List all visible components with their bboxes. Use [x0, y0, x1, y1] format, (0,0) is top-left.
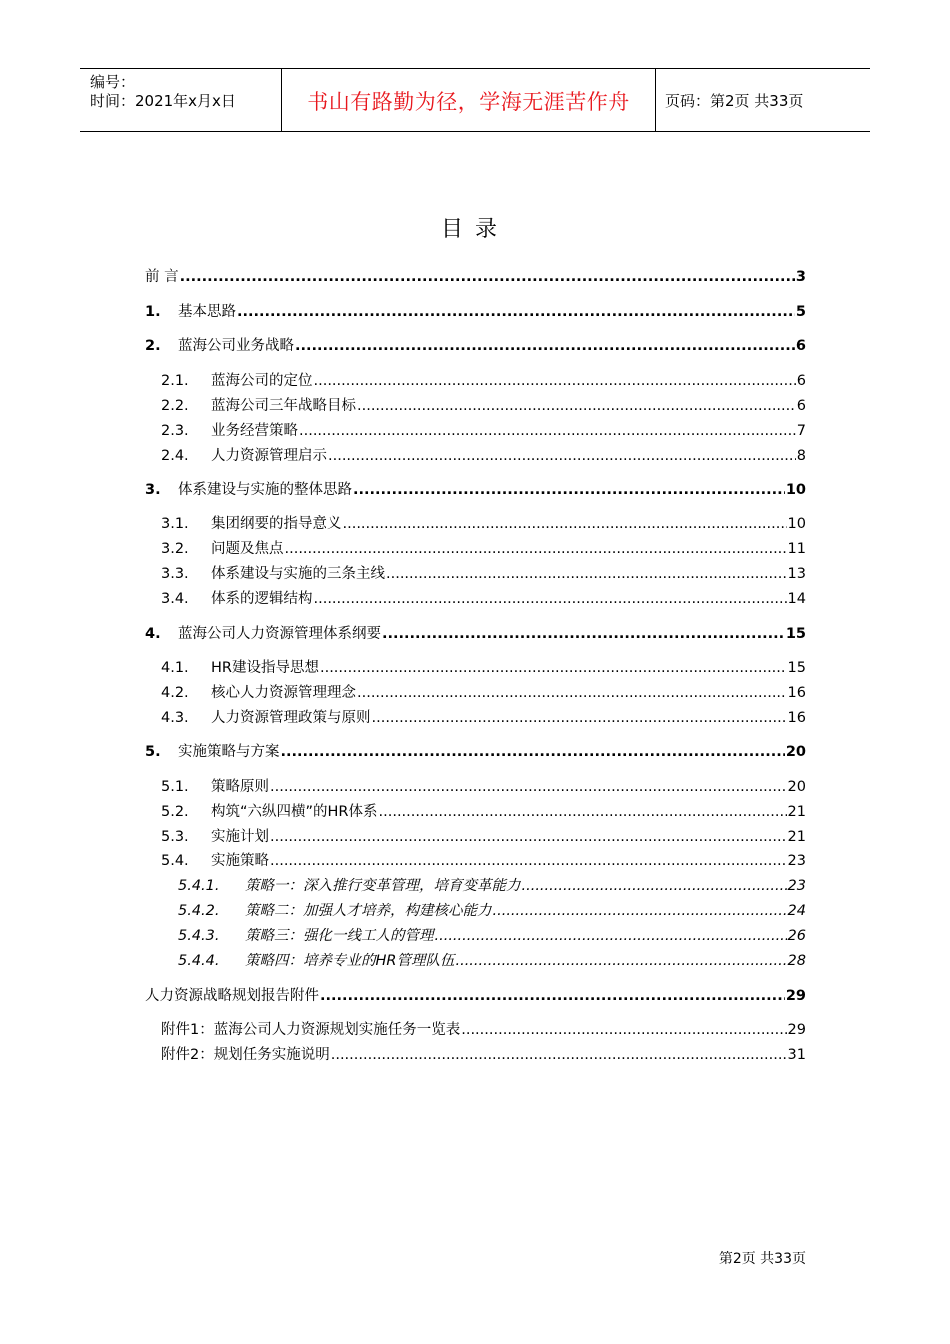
motto: 书山有路勤为径，学海无涯苦作舟 — [307, 90, 630, 114]
toc-entry[interactable] — [145, 394, 806, 415]
toc-leader-dots — [461, 1022, 786, 1038]
toc-entry-text: 附件2：规划任务实施说明 — [161, 1047, 330, 1063]
toc-entry-number: 3.3. — [161, 566, 189, 582]
toc-entry-number: 5. — [145, 744, 161, 760]
toc-entry[interactable] — [145, 419, 806, 440]
toc-entry[interactable] — [145, 562, 806, 583]
toc-entry-text: 人力资源战略规划报告附件 — [145, 988, 319, 1004]
toc-page-number: 3 — [795, 269, 806, 285]
toc-leader-dots — [285, 541, 787, 557]
toc-entry-text: 构筑“六纵四横”的HR体系 — [211, 804, 378, 820]
toc-page-number: 26 — [787, 928, 806, 944]
toc-entry-text: 人力资源管理政策与原则 — [211, 710, 371, 726]
toc-entry-text: 体系建设与实施的整体思路 — [178, 482, 352, 498]
toc-entry-text: 问题及焦点 — [211, 541, 284, 557]
toc-entry-text: 业务经营策略 — [211, 423, 298, 439]
toc-entry-number: 5.4.2. — [178, 903, 220, 919]
header-motto-cell — [281, 69, 656, 131]
toc-entry[interactable] — [145, 512, 806, 533]
toc-page-number: 5 — [795, 304, 806, 320]
page-title: 目录 — [440, 217, 509, 242]
toc-entry[interactable] — [145, 656, 806, 677]
toc-leader-dots — [314, 591, 787, 607]
toc-entry-text: 实施策略 — [211, 853, 269, 869]
toc-page-number: 29 — [785, 988, 806, 1004]
toc-leader-dots — [320, 988, 785, 1004]
toc-entry-text: 策略一：深入推行变革管理，培育变革能力 — [245, 878, 521, 894]
toc-entry-text: 附件1：蓝海公司人力资源规划实施任务一览表 — [161, 1022, 461, 1038]
toc-entry-number: 5.3. — [161, 829, 189, 845]
toc-entry-text: 蓝海公司三年战略目标 — [211, 398, 356, 414]
toc-entry[interactable] — [145, 587, 806, 608]
toc-leader-dots — [435, 928, 787, 944]
toc-entry-text: 蓝海公司业务战略 — [178, 338, 294, 354]
page-header — [80, 68, 870, 132]
toc-page-number: 20 — [787, 779, 806, 795]
toc-entry[interactable] — [145, 537, 806, 558]
toc-leader-dots — [281, 744, 785, 760]
toc-entry-text: 体系建设与实施的三条主线 — [211, 566, 385, 582]
toc-leader-dots — [357, 398, 796, 414]
header-page-cell — [655, 69, 870, 131]
toc-entry-text: 实施策略与方案 — [178, 744, 280, 760]
toc-leader-dots — [314, 373, 796, 389]
toc-entry-text: 策略二：加强人才培养，构建核心能力 — [245, 903, 492, 919]
toc-page-number: 6 — [796, 398, 806, 414]
toc-entry-number: 2.2. — [161, 398, 189, 414]
toc-entry-number: 5.4.3. — [178, 928, 220, 944]
toc-entry[interactable] — [145, 444, 806, 465]
toc-entry-number: 5.2. — [161, 804, 189, 820]
toc-entry-number: 5.4.4. — [178, 953, 220, 969]
toc-leader-dots — [331, 1047, 787, 1063]
toc-leader-dots — [180, 269, 795, 285]
toc-entry-text: 策略四：培养专业的HR管理队伍 — [245, 953, 455, 969]
toc-page-number: 23 — [787, 853, 806, 869]
toc-entry-number: 2.1. — [161, 373, 189, 389]
toc-entry-text: 核心人力资源管理理念 — [211, 685, 356, 701]
toc-entry[interactable] — [145, 369, 806, 390]
toc-page-number: 6 — [796, 373, 806, 389]
toc-page-number: 16 — [787, 710, 806, 726]
toc-entry-text: 蓝海公司的定位 — [211, 373, 313, 389]
toc-entry[interactable] — [145, 681, 806, 702]
toc-entry[interactable] — [145, 740, 806, 761]
toc-leader-dots — [386, 566, 787, 582]
toc-page-number: 14 — [787, 591, 806, 607]
toc-page-number: 20 — [785, 744, 806, 760]
toc-entry[interactable] — [145, 706, 806, 727]
toc-page-number: 23 — [787, 878, 806, 894]
toc-entry-number: 5.4.1. — [178, 878, 220, 894]
toc-leader-dots — [493, 903, 787, 919]
toc-entry-text: HR建设指导思想 — [211, 660, 319, 676]
toc-entry[interactable] — [145, 899, 806, 920]
toc-entry-number: 5.4. — [161, 853, 189, 869]
toc-leader-dots — [343, 516, 787, 532]
toc-entry-number: 1. — [145, 304, 161, 320]
toc-leader-dots — [455, 953, 786, 969]
toc-leader-dots — [522, 878, 787, 894]
toc-page-number: 10 — [787, 516, 806, 532]
toc-entry-number: 5.1. — [161, 779, 189, 795]
toc-entry[interactable] — [145, 924, 806, 945]
toc-entry[interactable] — [145, 874, 806, 895]
toc-entry[interactable] — [145, 478, 806, 499]
toc-page-number: 21 — [787, 804, 806, 820]
toc-entry-number: 3.2. — [161, 541, 189, 557]
toc-entry-number: 3.4. — [161, 591, 189, 607]
toc-entry-text: 基本思路 — [178, 304, 236, 320]
page-footer: 第2页 共33页 — [718, 1251, 806, 1267]
toc-page-number: 15 — [787, 660, 806, 676]
toc-entry[interactable] — [145, 1043, 806, 1064]
toc-leader-dots — [270, 779, 787, 795]
toc-entry-number: 4.1. — [161, 660, 189, 676]
toc-leader-dots — [299, 423, 796, 439]
header-info-cell — [80, 69, 281, 131]
toc-entry[interactable] — [145, 800, 806, 821]
toc-page-number: 8 — [796, 448, 806, 464]
toc-entry-text: 前 言 — [145, 269, 179, 285]
toc-leader-dots — [357, 685, 787, 701]
toc-page-number: 7 — [796, 423, 806, 439]
toc-leader-dots — [237, 304, 795, 320]
time-label: 时间：2021年x月x日 — [90, 92, 236, 110]
toc-entry[interactable] — [145, 1018, 806, 1039]
toc-entry-text: 蓝海公司人力资源管理体系纲要 — [178, 626, 381, 642]
toc-entry[interactable] — [145, 622, 806, 643]
toc-page-number: 28 — [787, 953, 806, 969]
toc-entry-number: 4.2. — [161, 685, 189, 701]
toc-leader-dots — [372, 710, 787, 726]
toc-page-number: 13 — [787, 566, 806, 582]
toc-page-number: 15 — [785, 626, 806, 642]
toc-entry[interactable] — [145, 265, 806, 286]
toc-page-number: 29 — [787, 1022, 806, 1038]
toc-entry-number: 2.3. — [161, 423, 189, 439]
toc-entry-text: 集团纲要的指导意义 — [211, 516, 342, 532]
toc-entry-text: 实施计划 — [211, 829, 269, 845]
toc-entry[interactable] — [145, 825, 806, 846]
toc-leader-dots — [295, 338, 795, 354]
toc-leader-dots — [270, 853, 787, 869]
toc-page-number: 6 — [795, 338, 806, 354]
toc-entry[interactable] — [145, 849, 806, 870]
toc-entry-number: 2. — [145, 338, 161, 354]
toc-page-number: 31 — [787, 1047, 806, 1063]
toc-page-number: 10 — [785, 482, 806, 498]
toc-page-number: 24 — [787, 903, 806, 919]
toc-page-number: 21 — [787, 829, 806, 845]
toc-entry-text: 体系的逻辑结构 — [211, 591, 313, 607]
toc-entry[interactable] — [145, 300, 806, 321]
serial-label: 编号： — [90, 73, 136, 91]
toc-leader-dots — [379, 804, 787, 820]
toc-leader-dots — [320, 660, 787, 676]
toc-page-number: 16 — [787, 685, 806, 701]
toc-leader-dots — [353, 482, 785, 498]
toc-leader-dots — [382, 626, 785, 642]
toc-entry-number: 3.1. — [161, 516, 189, 532]
toc-entry[interactable] — [145, 334, 806, 355]
toc-entry-number: 2.4. — [161, 448, 189, 464]
toc-leader-dots — [328, 448, 796, 464]
toc-entry[interactable] — [145, 949, 806, 970]
toc-entry-text: 人力资源管理启示 — [211, 448, 327, 464]
toc-entry[interactable] — [145, 984, 806, 1005]
toc-entry-number: 4. — [145, 626, 161, 642]
toc-entry-number: 4.3. — [161, 710, 189, 726]
toc-entry-text: 策略原则 — [211, 779, 269, 795]
toc-leader-dots — [270, 829, 787, 845]
toc-page-number: 11 — [787, 541, 806, 557]
toc-entry-text: 策略三：强化一线工人的管理 — [245, 928, 434, 944]
toc-entry-number: 3. — [145, 482, 161, 498]
toc-entry[interactable] — [145, 775, 806, 796]
header-page-label: 页码：第2页 共33页 — [665, 92, 804, 110]
